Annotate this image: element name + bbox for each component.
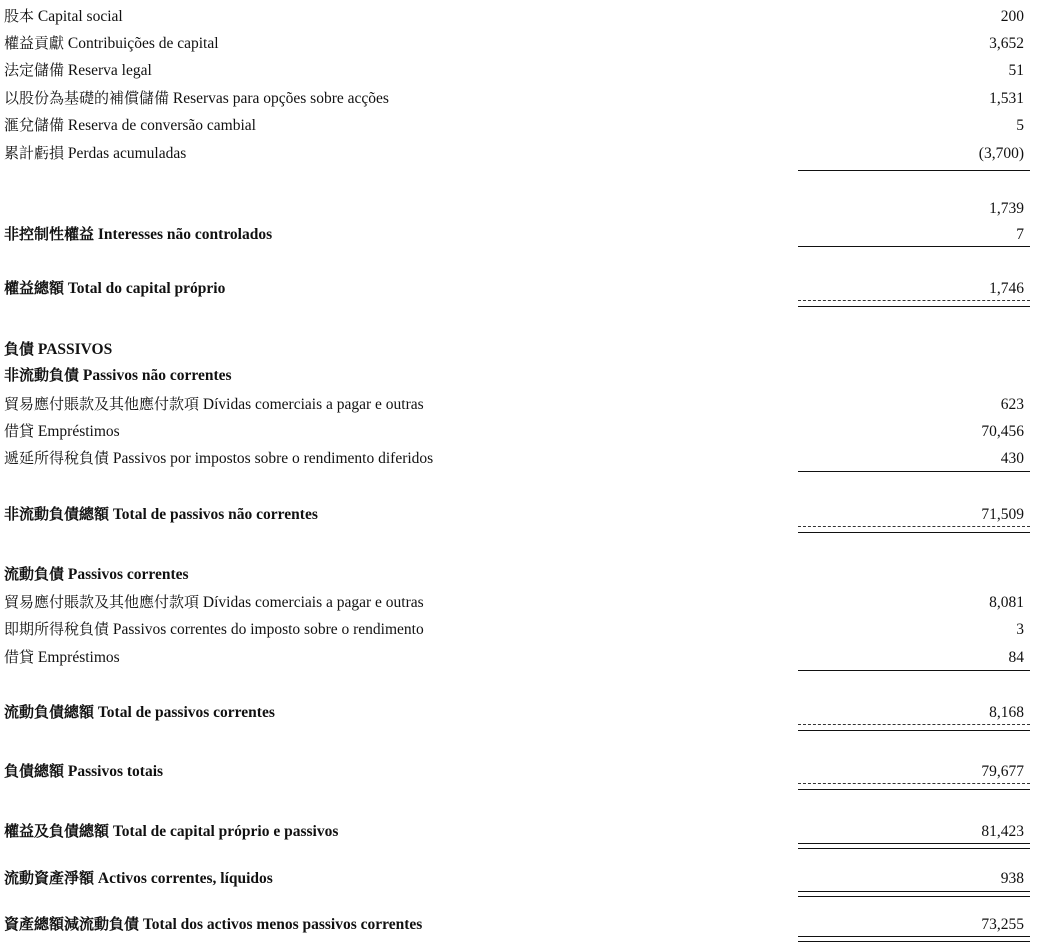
row-value: 8,081 <box>989 594 1024 611</box>
row-total-correntes <box>4 700 1030 724</box>
row-passivos-totais <box>4 759 1030 783</box>
row-value: 71,509 <box>981 506 1024 523</box>
row-value: 51 <box>1008 62 1024 79</box>
underline-activos-menos-2 <box>798 941 1030 942</box>
row-c-emprestimos <box>4 645 1030 669</box>
row-label: 累計虧損 Perdas acumuladas <box>4 144 187 162</box>
row-value: 430 <box>1000 450 1024 467</box>
row-label: 遞延所得稅負債 Passivos por impostos sobre o rendimento diferidos <box>4 449 434 467</box>
row-subtotal-equity <box>4 196 1030 220</box>
row-label: 滙兌儲備 Reserva de conversão cambial <box>4 116 256 134</box>
row-label: 股本 Capital social <box>4 7 123 25</box>
underline-c-emprestimos <box>798 670 1030 671</box>
row-label: 貿易應付賬款及其他應付款項 Dívidas comerciais a pagar e outras <box>4 593 424 611</box>
row-nc-emprestimos <box>4 419 1030 443</box>
row-value: 73,255 <box>981 916 1024 933</box>
row-value: 70,456 <box>981 423 1024 440</box>
row-value: 8,168 <box>989 704 1024 721</box>
row-value: 79,677 <box>981 763 1024 780</box>
underline-perdas <box>798 170 1030 171</box>
row-value: (3,700) <box>978 145 1024 162</box>
row-value: 1,531 <box>989 90 1024 107</box>
underline-nao-controlados <box>798 246 1030 247</box>
row-nc-dividas <box>4 392 1030 416</box>
row-label: 貿易應付賬款及其他應付款項 Dívidas comerciais a pagar e outras <box>4 395 424 413</box>
row-value: 84 <box>1008 649 1024 666</box>
row-activos-correntes-liquidos <box>4 866 1030 890</box>
row-value: 938 <box>1000 870 1024 887</box>
underline-total-cp-1 <box>798 843 1030 844</box>
row-value: 1,746 <box>989 280 1024 297</box>
underline-passivos-totais-2 <box>798 789 1030 790</box>
row-label: 非控制性權益 Interesses não controlados <box>4 225 273 243</box>
underline-total-c-2 <box>798 730 1030 731</box>
underline-nc-diferidos <box>798 471 1030 472</box>
row-total-nao-correntes <box>4 502 1030 526</box>
row-value: 200 <box>1000 8 1024 25</box>
row-reserva-conversao <box>4 113 1030 137</box>
row-value: 5 <box>1016 117 1024 134</box>
underline-total-equity-2 <box>798 306 1030 307</box>
row-total-capital-proprio <box>4 276 1030 300</box>
underline-activos-2 <box>798 896 1030 897</box>
underline-total-cp-2 <box>798 848 1030 849</box>
section-heading: 負債 PASSIVOS <box>4 340 113 358</box>
row-label: 流動資產淨額 Activos correntes, líquidos <box>4 869 273 887</box>
row-nao-controlados <box>4 222 1030 246</box>
row-label: 權益及負債總額 Total de capital próprio e passivos <box>4 822 339 840</box>
underline-activos-menos-1 <box>798 936 1030 937</box>
row-label: 非流動負債總額 Total de passivos não correntes <box>4 505 318 523</box>
row-value: 3,652 <box>989 35 1024 52</box>
row-value: 81,423 <box>981 823 1024 840</box>
row-c-dividas <box>4 590 1030 614</box>
underline-passivos-totais-1 <box>798 783 1030 784</box>
row-reserva-legal <box>4 58 1030 82</box>
underline-total-nc-2 <box>798 532 1030 533</box>
row-c-imposto <box>4 617 1030 641</box>
row-perdas-acumuladas <box>4 141 1030 165</box>
row-activos-menos-passivos <box>4 912 1030 936</box>
row-contribuicoes <box>4 31 1030 55</box>
row-reservas-opcoes <box>4 86 1030 110</box>
heading-passivos-nao-correntes <box>4 363 1030 387</box>
row-value: 7 <box>1016 226 1024 243</box>
row-label: 流動負債總額 Total de passivos correntes <box>4 703 275 721</box>
section-heading: 流動負債 Passivos correntes <box>4 565 189 583</box>
row-label: 權益總額 Total do capital próprio <box>4 279 226 297</box>
row-label: 資產總額減流動負債 Total dos activos menos passivos correntes <box>4 915 423 933</box>
underline-total-equity-1 <box>798 300 1030 301</box>
heading-passivos <box>4 337 1030 361</box>
row-label: 權益貢獻 Contribuições de capital <box>4 34 219 52</box>
row-value: 623 <box>1000 396 1024 413</box>
underline-total-nc-1 <box>798 526 1030 527</box>
row-label: 借貸 Empréstimos <box>4 422 120 440</box>
row-nc-diferidos <box>4 446 1030 470</box>
underline-activos-1 <box>798 891 1030 892</box>
row-label: 即期所得稅負債 Passivos correntes do imposto sobre o rendimento <box>4 620 424 638</box>
row-value: 3 <box>1016 621 1024 638</box>
underline-total-c-1 <box>798 724 1030 725</box>
row-label: 負債總額 Passivos totais <box>4 762 164 780</box>
row-total-capital-e-passivos <box>4 819 1030 843</box>
row-label: 借貸 Empréstimos <box>4 648 120 666</box>
row-label: 以股份為基礎的補償儲備 Reservas para opções sobre acções <box>4 89 389 107</box>
heading-passivos-correntes <box>4 562 1030 586</box>
row-label: 法定儲備 Reserva legal <box>4 61 152 79</box>
row-value: 1,739 <box>989 200 1024 217</box>
section-heading: 非流動負債 Passivos não correntes <box>4 366 232 384</box>
row-capital-social <box>4 4 1030 28</box>
